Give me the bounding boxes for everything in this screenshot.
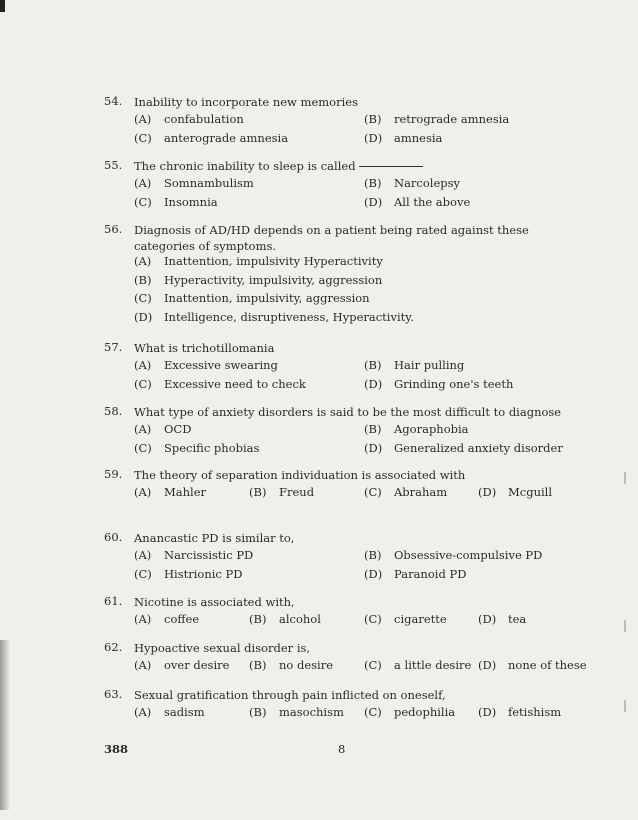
- answer-option-a[interactable]: [134, 112, 244, 126]
- answer-option-a[interactable]: [134, 485, 206, 499]
- option-label: (B): [364, 548, 382, 562]
- option-label: (D): [478, 658, 497, 672]
- question-stem: [134, 94, 584, 110]
- answer-option-b[interactable]: [134, 273, 382, 287]
- question-stem: [134, 158, 584, 174]
- option-text: over desire: [164, 658, 230, 672]
- option-label: (D): [364, 376, 383, 391]
- option-text: Obsessive-compulsive PD: [394, 548, 543, 562]
- option-text: a little desire: [394, 658, 472, 672]
- option-text: none of these: [508, 658, 587, 672]
- question-number: 60.: [104, 530, 123, 544]
- question-stem: [134, 530, 584, 546]
- scan-binding-shadow: [0, 640, 10, 810]
- page-number: 8: [338, 742, 346, 756]
- option-text: pedophilia: [394, 705, 456, 719]
- fill-in-blank-line: [359, 166, 423, 167]
- option-label: (A): [134, 548, 152, 562]
- option-text: amnesia: [394, 130, 443, 145]
- question-stem: [134, 222, 584, 254]
- question-number: 54.: [104, 94, 123, 108]
- option-text: Insomnia: [164, 194, 218, 209]
- answer-option-c[interactable]: [134, 291, 370, 305]
- option-text: Hair pulling: [394, 358, 465, 372]
- answer-option-d[interactable]: [364, 195, 470, 209]
- answer-option-d[interactable]: [478, 705, 561, 719]
- option-text: Hyperactivity, impulsivity, aggression: [164, 272, 383, 287]
- option-text: coffee: [164, 612, 200, 626]
- answer-option-a[interactable]: [134, 705, 205, 719]
- option-label: (B): [249, 705, 267, 719]
- booklet-code: 388: [104, 742, 129, 756]
- option-label: (C): [134, 376, 152, 391]
- option-text: fetishism: [508, 705, 562, 719]
- option-text: Inattention, impulsivity Hyperactivity: [164, 254, 383, 268]
- option-text: no desire: [279, 658, 334, 672]
- answer-option-c[interactable]: [134, 377, 306, 391]
- option-label: (D): [364, 566, 383, 581]
- option-text: cigarette: [394, 612, 447, 626]
- option-text: Inattention, impulsivity, aggression: [164, 291, 370, 305]
- answer-option-b[interactable]: [249, 612, 321, 626]
- option-text: Somnambulism: [164, 176, 254, 190]
- option-text: anterograde amnesia: [164, 130, 289, 145]
- answer-option-c[interactable]: [364, 485, 447, 499]
- option-label: (C): [364, 705, 382, 719]
- option-label: (A): [134, 422, 152, 436]
- option-label: (C): [134, 291, 152, 305]
- option-label: (B): [249, 485, 267, 499]
- option-label: (A): [134, 358, 152, 372]
- option-label: (A): [134, 176, 152, 190]
- answer-option-d[interactable]: [364, 131, 442, 145]
- option-text: Narcissistic PD: [164, 548, 254, 562]
- option-text: Generalized anxiety disorder: [394, 440, 563, 455]
- answer-option-d[interactable]: [478, 658, 587, 672]
- answer-option-b[interactable]: [364, 176, 460, 190]
- option-label: (A): [134, 658, 152, 672]
- question-stem-text: Inability to incorporate new memories: [134, 95, 358, 109]
- question-stem-text: Diagnosis of AD/HD depends on a patient being rated against these categories of symptoms.: [134, 223, 529, 253]
- answer-option-a[interactable]: [134, 422, 191, 436]
- question-stem-text: Hypoactive sexual disorder is,: [134, 641, 311, 655]
- margin-tick: [624, 700, 626, 712]
- answer-option-b[interactable]: [364, 358, 464, 372]
- option-text: sadism: [164, 705, 205, 719]
- answer-option-b[interactable]: [249, 705, 344, 719]
- option-label: (C): [134, 130, 152, 145]
- option-text: Narcolepsy: [394, 176, 461, 190]
- answer-option-d[interactable]: [364, 441, 563, 455]
- option-label: (C): [364, 612, 382, 626]
- answer-option-c[interactable]: [364, 612, 447, 626]
- option-label: (A): [134, 112, 152, 126]
- option-label: (C): [134, 194, 152, 209]
- question-number: 61.: [104, 594, 123, 608]
- option-label: (B): [364, 358, 382, 372]
- option-text: alcohol: [279, 612, 321, 626]
- option-label: (B): [364, 112, 382, 126]
- question-stem: [134, 640, 584, 656]
- question-stem-text: Anancastic PD is similar to,: [134, 531, 295, 545]
- answer-option-b[interactable]: [249, 485, 314, 499]
- margin-tick: [624, 472, 626, 484]
- answer-option-a[interactable]: [134, 548, 253, 562]
- scan-edge-mark: [0, 0, 5, 12]
- answer-option-d[interactable]: [478, 612, 526, 626]
- question-stem: [134, 340, 584, 356]
- option-label: (B): [249, 612, 267, 626]
- option-text: confabulation: [164, 112, 244, 126]
- question-number: 55.: [104, 158, 123, 172]
- margin-tick: [624, 620, 626, 632]
- option-label: (D): [478, 485, 497, 499]
- answer-option-c[interactable]: [134, 441, 259, 455]
- option-text: Excessive swearing: [164, 358, 278, 372]
- option-text: Paranoid PD: [394, 566, 467, 581]
- answer-option-d[interactable]: [134, 310, 414, 324]
- question-stem-text: The theory of separation individuation is associated with: [134, 468, 466, 482]
- answer-option-a[interactable]: [134, 658, 229, 672]
- answer-option-b[interactable]: [364, 548, 542, 562]
- option-label: (D): [364, 194, 383, 209]
- answer-option-c[interactable]: [134, 567, 242, 581]
- option-label: (B): [364, 176, 382, 190]
- answer-option-a[interactable]: [134, 254, 383, 268]
- option-label: (C): [134, 440, 152, 455]
- option-label: (C): [364, 485, 382, 499]
- answer-option-c[interactable]: [364, 705, 455, 719]
- option-text: Excessive need to check: [164, 376, 306, 391]
- question-stem-text: Nicotine is associated with,: [134, 595, 295, 609]
- option-text: Histrionic PD: [164, 566, 243, 581]
- answer-option-c[interactable]: [364, 658, 471, 672]
- question-stem: [134, 594, 584, 610]
- option-text: Agoraphobia: [394, 422, 469, 436]
- option-label: (A): [134, 485, 152, 499]
- option-label: (D): [364, 130, 383, 145]
- question-stem: [134, 404, 584, 420]
- question-number: 56.: [104, 222, 123, 236]
- question-number: 63.: [104, 687, 123, 701]
- option-label: (C): [364, 658, 382, 672]
- question-stem-text: What type of anxiety disorders is said to be the most difficult to diagnose: [134, 405, 562, 419]
- option-label: (A): [134, 254, 152, 268]
- answer-option-d[interactable]: [364, 567, 466, 581]
- option-text: Grinding one's teeth: [394, 376, 514, 391]
- option-label: (B): [249, 658, 267, 672]
- option-text: Abraham: [394, 485, 448, 499]
- option-text: Intelligence, disruptiveness, Hyperactivity.: [164, 309, 414, 324]
- option-label: (D): [364, 440, 383, 455]
- question-stem-text: The chronic inability to sleep is called: [134, 159, 356, 173]
- question-number: 58.: [104, 404, 123, 418]
- option-text: Specific phobias: [164, 440, 260, 455]
- question-stem: [134, 467, 584, 483]
- option-label: (D): [478, 705, 497, 719]
- option-text: All the above: [394, 194, 471, 209]
- answer-option-c[interactable]: [134, 131, 288, 145]
- question-stem-text: Sexual gratification through pain inflicted on oneself,: [134, 688, 446, 702]
- answer-option-d[interactable]: [478, 485, 552, 499]
- answer-option-b[interactable]: [364, 422, 469, 436]
- option-label: (B): [364, 422, 382, 436]
- question-stem: [134, 687, 584, 703]
- option-text: Mahler: [164, 485, 207, 499]
- answer-option-c[interactable]: [134, 195, 218, 209]
- answer-option-a[interactable]: [134, 612, 199, 626]
- option-text: Mcguill: [508, 485, 553, 499]
- answer-option-a[interactable]: [134, 176, 254, 190]
- option-label: (A): [134, 705, 152, 719]
- option-text: OCD: [164, 422, 192, 436]
- option-text: masochism: [279, 705, 344, 719]
- option-text: tea: [508, 612, 527, 626]
- question-number: 59.: [104, 467, 123, 481]
- answer-option-b[interactable]: [249, 658, 333, 672]
- option-label: (A): [134, 612, 152, 626]
- answer-option-a[interactable]: [134, 358, 278, 372]
- answer-option-b[interactable]: [364, 112, 509, 126]
- question-number: 62.: [104, 640, 123, 654]
- option-label: (C): [134, 566, 152, 581]
- option-label: (D): [134, 309, 153, 324]
- option-label: (B): [134, 272, 152, 287]
- option-text: Freud: [279, 485, 315, 499]
- question-number: 57.: [104, 340, 123, 354]
- option-text: retrograde amnesia: [394, 112, 510, 126]
- option-label: (D): [478, 612, 497, 626]
- question-stem-text: What is trichotillomania: [134, 341, 275, 355]
- answer-option-d[interactable]: [364, 377, 513, 391]
